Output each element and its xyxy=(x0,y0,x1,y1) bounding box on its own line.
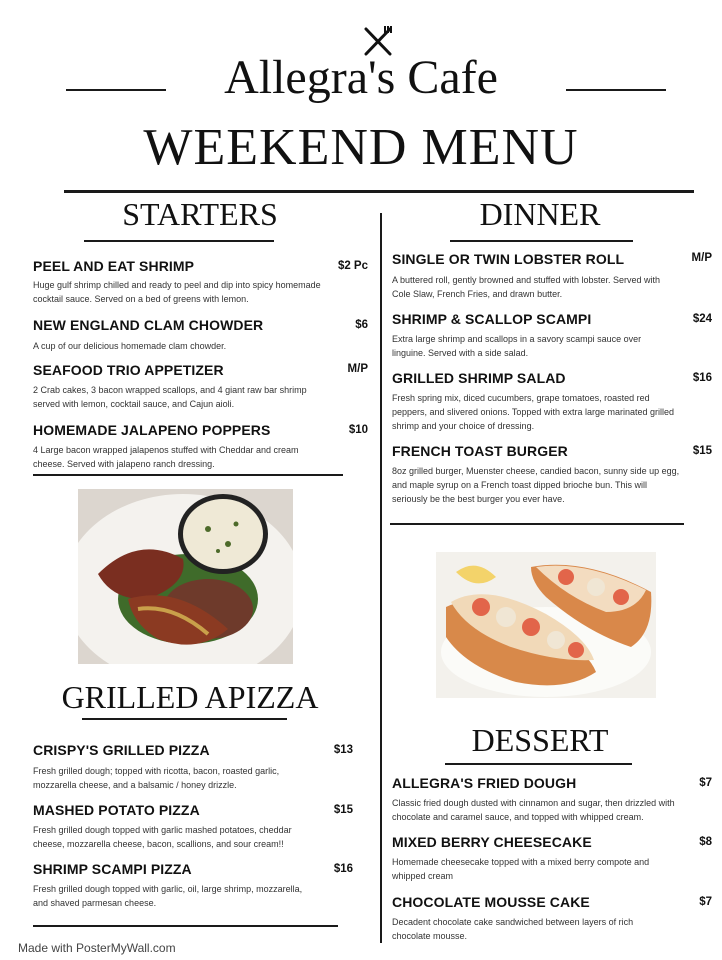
item-name: NEW ENGLAND CLAM CHOWDER xyxy=(33,317,264,333)
item-name: MIXED BERRY CHEESECAKE xyxy=(392,834,592,850)
item-description: Extra large shrimp and scallops in a savory scampi sauce over linguine. Served with a side salad. xyxy=(392,334,642,358)
dinner-bottom-rule xyxy=(390,523,684,525)
item-description: Fresh grilled dough topped with garlic mashed potatoes, cheddar cheese, mozzarella cheese, bacon, scallions, and sour cream!! xyxy=(33,825,292,849)
item-price: $16 xyxy=(692,372,712,384)
pizza-bottom-rule xyxy=(33,925,338,927)
jalapeno-poppers-photo xyxy=(78,489,293,664)
item-description: Homemade cheesecake topped with a mixed berry compote and whipped cream xyxy=(392,857,650,881)
item-price: $2 Pc xyxy=(337,260,368,272)
dinner-underline xyxy=(450,240,633,242)
item-description: Decadent chocolate cake sandwiched between layers of rich chocolate mousse. xyxy=(392,917,634,941)
item-price: $24 xyxy=(692,313,712,325)
item-price: $6 xyxy=(355,319,368,331)
lobster-roll-photo xyxy=(436,552,656,698)
item-price: $7 xyxy=(699,777,712,789)
item-description: A buttered roll, gently browned and stuffed with lobster. Served with Cole Slaw, French Fries, and drawn butter. xyxy=(392,275,660,299)
item-name: SHRIMP SCAMPI PIZZA xyxy=(33,861,192,877)
item-name: HOMEMADE JALAPENO POPPERS xyxy=(33,422,271,438)
title-rule xyxy=(64,190,694,193)
item-name: MASHED POTATO PIZZA xyxy=(33,802,200,818)
item-description: Huge gulf shrimp chilled and ready to peel and dip into spicy homemade cocktail sauce. Served on a bed of greens with lemon. xyxy=(33,280,321,304)
footer-credit: Made with PosterMyWall.com xyxy=(18,941,176,955)
item-price: $15 xyxy=(692,445,712,457)
item-description: Fresh grilled dough topped with garlic, oil, large shrimp, mozzarella, and shaved parmesan cheese. xyxy=(33,884,303,908)
item-price: $10 xyxy=(348,424,368,436)
item-description: 4 Large bacon wrapped jalapenos stuffed with Cheddar and cream cheese. Served with jalapeno ranch dressing. xyxy=(33,445,299,469)
item-price: M/P xyxy=(347,363,368,375)
item-name: SEAFOOD TRIO APPETIZER xyxy=(33,362,224,378)
item-description: Fresh spring mix, diced cucumbers, grape tomatoes, roasted red peppers, and slivered onions. Topped with extra large marinated grilled shrimp and your choice of dressing. xyxy=(392,393,675,431)
item-description: A cup of our delicious homemade clam chowder. xyxy=(33,341,227,351)
starters-bottom-rule xyxy=(33,474,343,476)
item-name: ALLEGRA'S FRIED DOUGH xyxy=(392,775,577,791)
item-name: SHRIMP & SCALLOP SCAMPI xyxy=(392,311,592,327)
pizza-underline xyxy=(82,718,287,720)
column-divider xyxy=(380,213,382,943)
item-description: 2 Crab cakes, 3 bacon wrapped scallops, and 4 giant raw bar shrimp served with lemon, cocktail sauce, and Cajun aioli. xyxy=(33,385,307,409)
starters-underline xyxy=(84,240,274,242)
item-description: Classic fried dough dusted with cinnamon and sugar, then drizzled with chocolate and caramel sauce, and topped with whipped cream. xyxy=(392,798,675,822)
item-description: Fresh grilled dough; topped with ricotta, bacon, roasted garlic, mozzarella cheese, and a balsamic / honey drizzle. xyxy=(33,766,280,790)
item-price: $15 xyxy=(333,804,353,816)
item-price: $8 xyxy=(699,836,712,848)
dessert-underline xyxy=(445,763,632,765)
pizza-title: GRILLED APIZZA xyxy=(61,679,319,715)
item-description: 8oz grilled burger, Muenster cheese, candied bacon, sunny side up egg, and maple syrup on a French toast dipped brioche bun. This will seriously be the best burger you ever have. xyxy=(392,466,680,504)
item-price: $7 xyxy=(699,896,712,908)
item-price: $16 xyxy=(333,863,353,875)
cafe-name: Allegra's Cafe xyxy=(224,51,498,104)
item-price: $13 xyxy=(333,744,353,756)
dinner-title: DINNER xyxy=(479,196,601,232)
starters-title: STARTERS xyxy=(122,196,278,232)
dessert-title: DESSERT xyxy=(471,722,609,758)
menu-title: WEEKEND MENU xyxy=(143,119,579,176)
item-price: M/P xyxy=(691,252,712,264)
item-name: GRILLED SHRIMP SALAD xyxy=(392,370,566,386)
item-name: SINGLE OR TWIN LOBSTER ROLL xyxy=(392,251,625,267)
item-name: CRISPY'S GRILLED PIZZA xyxy=(33,742,210,758)
item-name: PEEL AND EAT SHRIMP xyxy=(33,258,195,274)
item-name: CHOCOLATE MOUSSE CAKE xyxy=(392,894,590,910)
item-name: FRENCH TOAST BURGER xyxy=(392,443,568,459)
